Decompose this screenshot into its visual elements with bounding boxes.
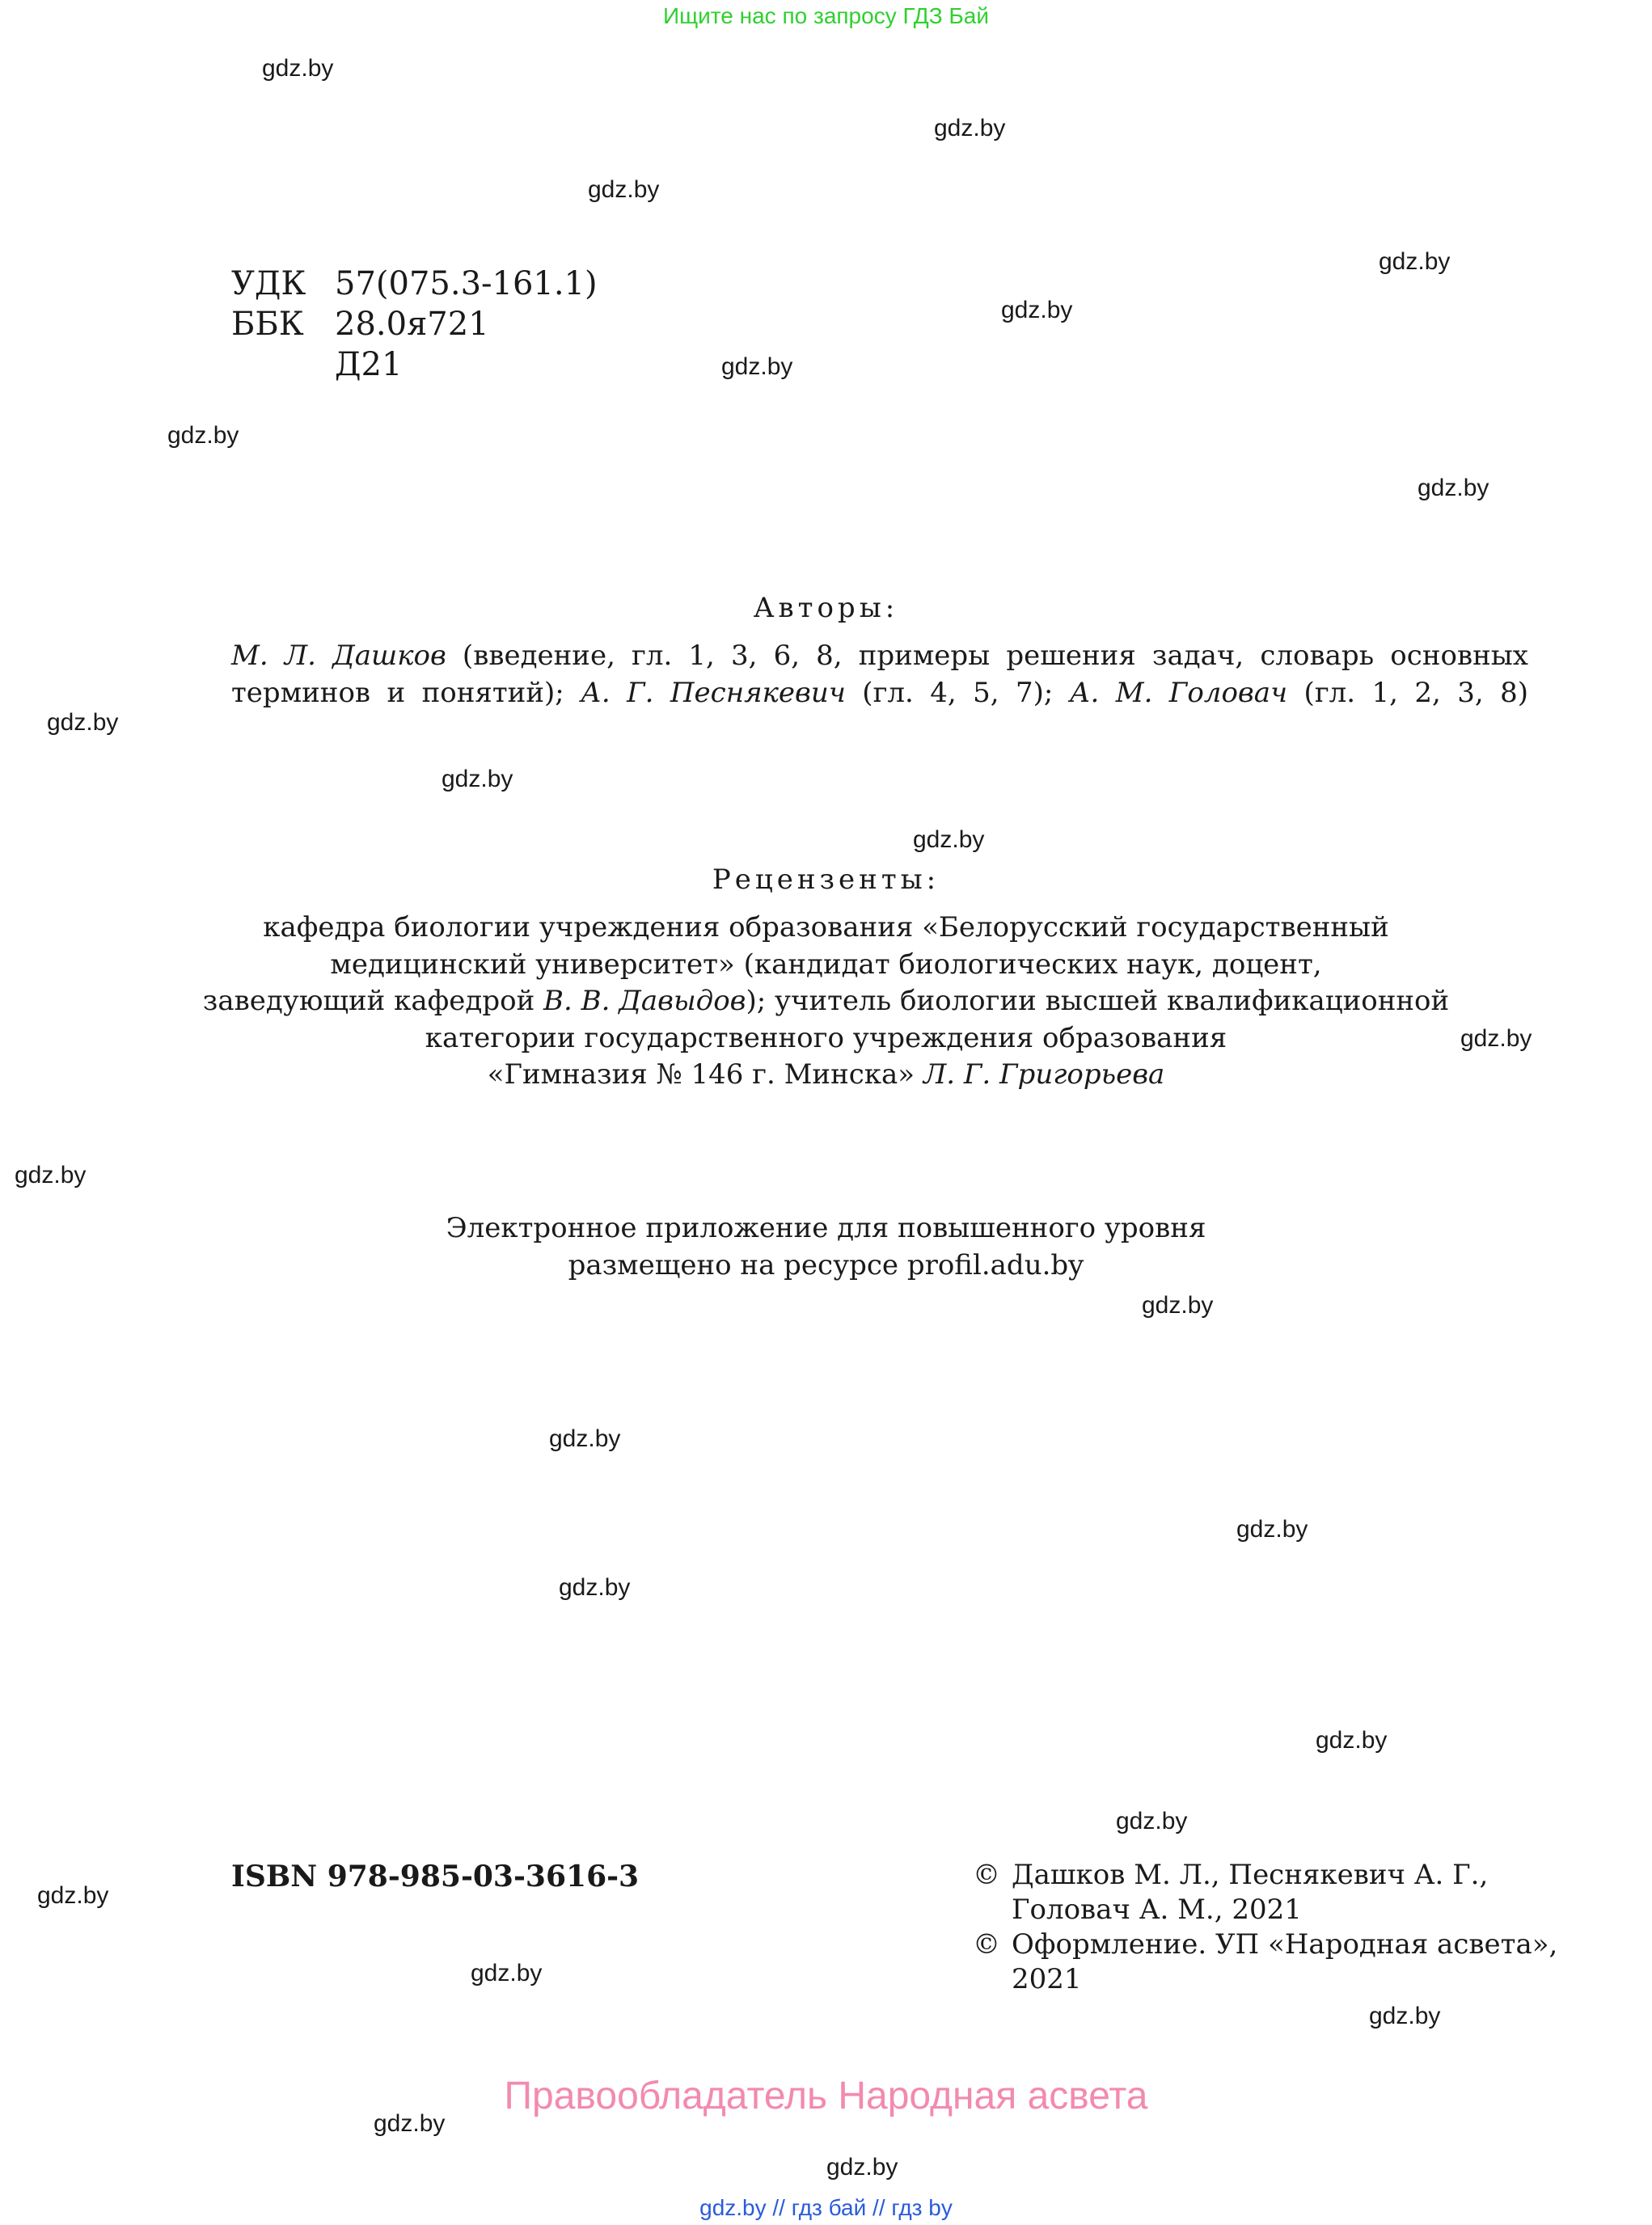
watermark: gdz.by xyxy=(442,766,513,792)
watermark: gdz.by xyxy=(37,1882,109,1909)
watermark: gdz.by xyxy=(1418,475,1489,501)
rights-holder-stamp: Правообладатель Народная асвета xyxy=(504,2075,1148,2117)
bbk-line xyxy=(231,306,489,343)
copyright-line xyxy=(973,1927,1557,1962)
reviewer-text: заведующий кафедрой xyxy=(202,985,544,1017)
watermark: gdz.by xyxy=(721,353,793,380)
author-sign: Д21 xyxy=(335,346,403,383)
watermark: gdz.by xyxy=(471,1960,543,1986)
udk-value: 57(075.3-161.1) xyxy=(335,265,598,302)
watermark: gdz.by xyxy=(1369,2003,1441,2029)
watermark: gdz.by xyxy=(826,2154,898,2181)
bbk-value: 28.0я721 xyxy=(335,306,489,343)
copyright-text: Дашков М. Л., Песнякевич А. Г., xyxy=(1012,1859,1489,1891)
author-role: (гл. 1, 2, 3, 8) xyxy=(1287,677,1528,709)
copyright-line xyxy=(973,1858,1557,1893)
watermark: gdz.by xyxy=(167,422,239,449)
watermark: gdz.by xyxy=(1379,248,1451,275)
authors-line-1 xyxy=(231,637,1528,674)
author-name: А. Г. Песнякевич xyxy=(581,677,846,709)
watermark: gdz.by xyxy=(1142,1292,1214,1319)
copyright-line: Головач А. М., 2021 xyxy=(1012,1894,1302,1926)
reviewers-line-2: медицинский университет» (кандидат биологических наук, доцент, xyxy=(330,948,1322,981)
watermark: gdz.by xyxy=(47,709,119,736)
udk-label: УДК xyxy=(231,265,306,302)
copyright-block xyxy=(973,1858,1557,1997)
author-role: (гл. 4, 5, 7); xyxy=(845,677,1070,709)
footer-links[interactable]: gdz.by // гдз бай // гдз by xyxy=(699,2195,953,2220)
author-role: терминов и понятий); xyxy=(231,677,581,709)
reviewer-text: ); учитель биологии высшей квалификационной xyxy=(746,985,1450,1017)
udk-line xyxy=(231,265,598,302)
watermark: gdz.by xyxy=(374,2110,446,2137)
watermark: gdz.by xyxy=(15,1162,87,1188)
reviewers-line-3 xyxy=(0,982,1652,1020)
watermark: gdz.by xyxy=(559,1574,631,1601)
watermark: gdz.by xyxy=(1236,1516,1308,1543)
watermark: gdz.by xyxy=(1460,1025,1532,1052)
reviewer-name: В. В. Давыдов xyxy=(543,985,746,1017)
bbk-label: ББК xyxy=(231,306,304,343)
reviewers-line-4: категории государственного учреждения образования xyxy=(425,1022,1227,1054)
watermark: gdz.by xyxy=(913,826,985,853)
copyright-line: 2021 xyxy=(1012,1963,1082,1995)
watermark: gdz.by xyxy=(588,176,660,203)
reviewer-name: Л. Г. Григорьева xyxy=(923,1058,1165,1091)
author-name: М. Л. Дашков xyxy=(231,640,446,672)
reviewers-heading: Рецензенты: xyxy=(712,863,940,896)
watermark: gdz.by xyxy=(262,55,334,82)
reviewers-line-1: кафедра биологии учреждения образования «Белорусский государственный xyxy=(263,911,1389,944)
search-banner: Ищите нас по запросу ГДЗ Бай xyxy=(662,3,990,28)
authors-heading: Авторы: xyxy=(753,592,899,624)
reviewer-text: «Гимназия № 146 г. Минска» xyxy=(487,1058,923,1091)
reviewers-line-5 xyxy=(0,1056,1652,1093)
watermark: gdz.by xyxy=(1316,1727,1388,1754)
copyright-text: Оформление. УП «Народная асвета», xyxy=(1012,1928,1558,1961)
author-name: А. М. Головач xyxy=(1069,677,1288,709)
electronic-line-2: размещено на ресурсе profil.adu.by xyxy=(568,1249,1084,1281)
watermark: gdz.by xyxy=(1116,1808,1188,1834)
watermark: gdz.by xyxy=(549,1425,621,1452)
watermark: gdz.by xyxy=(1001,297,1073,323)
copyright-symbol: © xyxy=(973,1928,1000,1961)
watermark: gdz.by xyxy=(934,115,1006,141)
author-role: (введение, гл. 1, 3, 6, 8, примеры решения задач, словарь основных xyxy=(446,640,1528,672)
electronic-line-1: Электронное приложение для повышенного уровня xyxy=(446,1212,1206,1244)
copyright-symbol: © xyxy=(973,1859,1000,1891)
isbn: ISBN 978-985-03-3616-3 xyxy=(231,1860,640,1894)
authors-line-2 xyxy=(231,674,1528,711)
